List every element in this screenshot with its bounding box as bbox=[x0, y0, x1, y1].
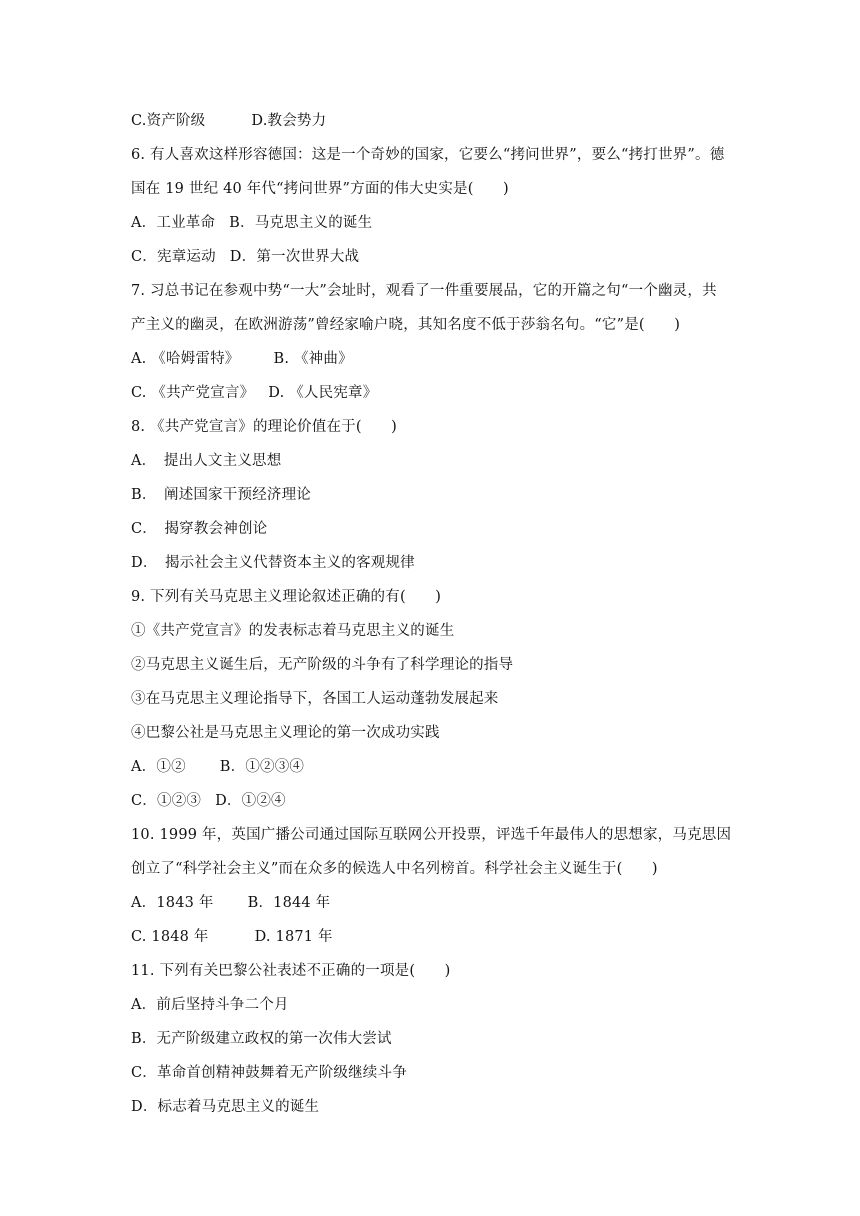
q9-statement-2: ②马克思主义诞生后，无产阶级的斗争有了科学理论的指导 bbox=[131, 657, 514, 673]
q8-option-c: C． 揭穿教会神创论 bbox=[131, 521, 268, 537]
q10-stem-line-2: 创立了“科学社会主义”而在众多的候选人中名列榜首。科学社会主义诞生于( ) bbox=[131, 861, 658, 877]
q8-stem: 8. 《共产党宣言》的理论价值在于( ) bbox=[131, 419, 397, 435]
q11-option-d: D．标志着马克思主义的诞生 bbox=[131, 1099, 320, 1115]
q6-options-row-2 bbox=[131, 247, 741, 267]
q11-option-a: A．前后坚持斗争二个月 bbox=[131, 997, 289, 1013]
q9-options-row-1 bbox=[131, 757, 741, 777]
q10-option-a: A．1843 年 bbox=[131, 895, 214, 911]
q6-option-a: A．工业革命 bbox=[131, 215, 216, 231]
q9-statement-4: ④巴黎公社是马克思主义理论的第一次成功实践 bbox=[131, 725, 440, 741]
q8-option-d: D． 揭示社会主义代替资本主义的客观规律 bbox=[131, 555, 415, 571]
q9-option-c: C．①②③ bbox=[131, 793, 202, 809]
q9-option-d: D．①②④ bbox=[215, 793, 286, 809]
q6-options-row-1 bbox=[131, 213, 741, 233]
q9-option-b: B．①②③④ bbox=[219, 759, 305, 775]
q10-option-d: D. 1871 年 bbox=[254, 929, 333, 945]
q11-option-b: B．无产阶级建立政权的第一次伟大尝试 bbox=[131, 1031, 392, 1047]
q7-option-d: D. 《人民宪章》 bbox=[268, 385, 378, 401]
q9-option-a: A．①② bbox=[131, 759, 186, 775]
q7-option-a: A. 《哈姆雷特》 bbox=[131, 351, 240, 367]
q6-option-c: C．宪章运动 bbox=[131, 249, 216, 265]
q11-option-c: C．革命首创精神鼓舞着无产阶级继续斗争 bbox=[131, 1065, 407, 1081]
q7-option-b: B. 《神曲》 bbox=[273, 351, 353, 367]
q7-stem-line-1: 7. 习总书记在参观中势“一大”会址时，观看了一件重要展品，它的开篇之句“一个幽灵，共 bbox=[131, 283, 717, 299]
q8-option-a: A． 提出人文主义思想 bbox=[131, 453, 282, 469]
q7-stem-line-2: 产主义的幽灵，在欧洲游荡”曾经家喻户晓，其知名度不低于莎翁名句。“它”是( ) bbox=[131, 317, 681, 333]
q5-option-c: C.资产阶级 bbox=[131, 113, 206, 129]
q5-option-d: D.教会势力 bbox=[251, 113, 327, 129]
q9-options-row-2 bbox=[131, 791, 741, 811]
q6-option-b: B．马克思主义的诞生 bbox=[229, 215, 373, 231]
q10-option-b: B．1844 年 bbox=[247, 895, 331, 911]
q6-stem-line-1: 6. 有人喜欢这样形容德国：这是一个奇妙的国家，它要么“拷问世界”，要么“拷打世界”。德 bbox=[131, 147, 725, 163]
q10-stem-line-1: 10. 1999 年，英国广播公司通过国际互联网公开投票，评选千年最伟人的思想家，马克思因 bbox=[131, 827, 732, 843]
q7-option-c: C. 《共产党宣言》 bbox=[131, 385, 255, 401]
q9-statement-1: ①《共产党宣言》的发表标志着马克思主义的诞生 bbox=[131, 623, 455, 639]
q5-options-row bbox=[131, 111, 741, 131]
q7-options-row-1 bbox=[131, 349, 741, 369]
q9-stem: 9. 下列有关马克思主义理论叙述正确的有( ) bbox=[131, 589, 442, 605]
q10-options-row-2 bbox=[131, 927, 741, 947]
q8-option-b: B． 阐述国家干预经济理论 bbox=[131, 487, 312, 503]
q11-stem: 11. 下列有关巴黎公社表述不正确的一项是( ) bbox=[131, 963, 451, 979]
q10-option-c: C. 1848 年 bbox=[131, 929, 209, 945]
q10-options-row-1 bbox=[131, 893, 741, 913]
q6-stem-line-2: 国在 19 世纪 40 年代“拷问世界”方面的伟大史实是( ) bbox=[131, 181, 509, 197]
q6-option-d: D．第一次世界大战 bbox=[229, 249, 360, 265]
q7-options-row-2 bbox=[131, 383, 741, 403]
q9-statement-3: ③在马克思主义理论指导下，各国工人运动蓬勃发展起来 bbox=[131, 691, 499, 707]
